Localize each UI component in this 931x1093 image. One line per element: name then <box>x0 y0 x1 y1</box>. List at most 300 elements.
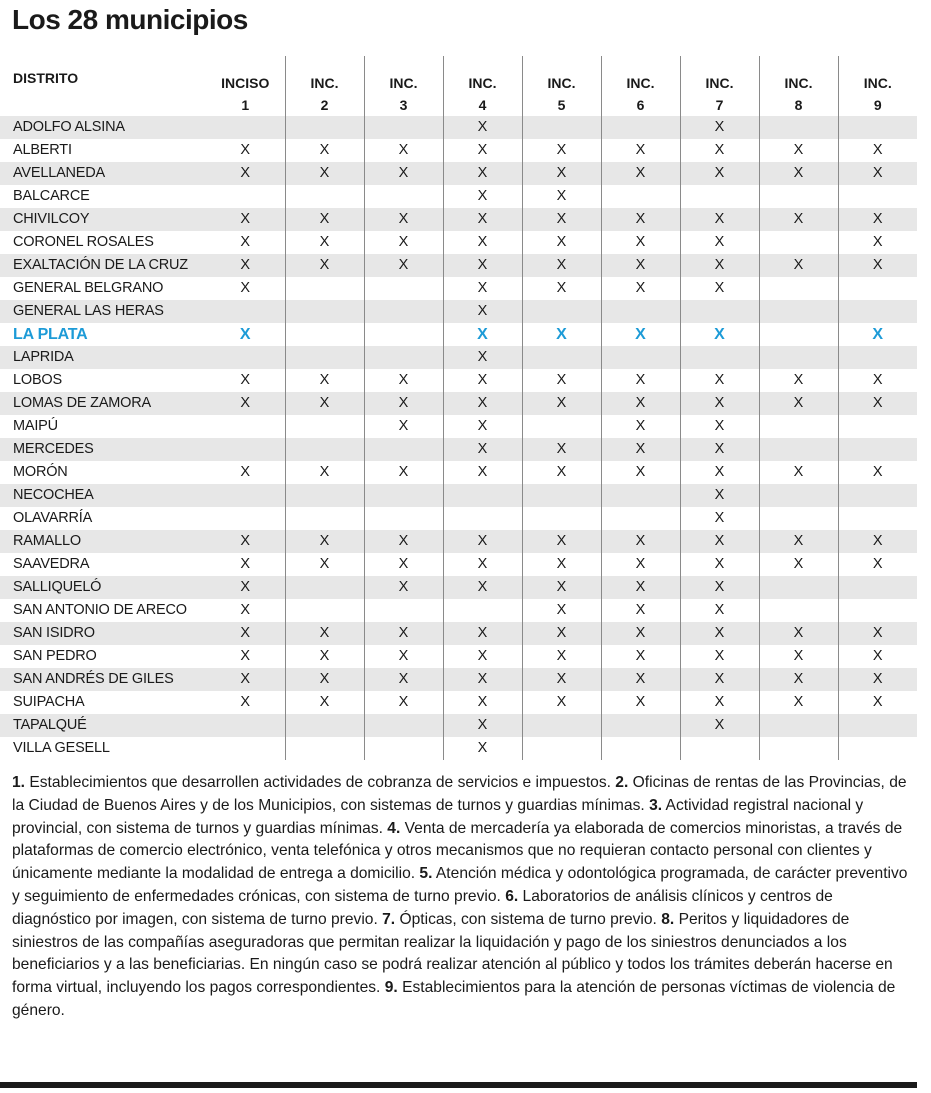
inciso-cell: X <box>838 392 917 415</box>
inciso-cell <box>522 484 601 507</box>
table-row <box>0 369 917 392</box>
inciso-cell: X <box>364 530 443 553</box>
inciso-cell <box>838 116 917 139</box>
inciso-cell <box>364 484 443 507</box>
inciso-cell: X <box>206 530 285 553</box>
municipios-table <box>0 56 917 760</box>
inciso-cell: X <box>240 234 251 250</box>
inciso-cell <box>759 599 838 622</box>
table-row <box>0 139 917 162</box>
inciso-cell <box>759 415 838 438</box>
inciso-cell: X <box>206 622 285 645</box>
inciso-column-header <box>680 56 759 116</box>
inciso-cell: X <box>364 231 443 254</box>
inciso-cell: X <box>680 277 759 300</box>
footnote-number: 6. <box>505 887 519 905</box>
inciso-header-label: INC. <box>705 75 734 91</box>
inciso-cell: X <box>838 645 917 668</box>
inciso-cell: X <box>522 668 601 691</box>
table-row <box>0 599 917 622</box>
inciso-cell: X <box>838 461 917 484</box>
inciso-cell <box>285 714 364 737</box>
inciso-cell <box>206 438 285 461</box>
inciso-cell: X <box>601 208 680 231</box>
inciso-cell <box>759 346 838 369</box>
table-row <box>0 714 917 737</box>
inciso-cell: X <box>443 116 522 139</box>
footnote-text: Oficinas de rentas de las Provincias, de la Ciudad de Buenos Aires y de los Municipios, con sistemas de turnos y guardias mínimas. <box>12 774 911 814</box>
inciso-cell <box>443 507 522 530</box>
inciso-cell: X <box>240 280 251 296</box>
inciso-cell: X <box>206 254 285 277</box>
inciso-cell: X <box>838 323 917 346</box>
inciso-cell: X <box>206 668 285 691</box>
district-name: LOMAS DE ZAMORA <box>0 392 206 415</box>
inciso-cell: X <box>522 461 601 484</box>
inciso-cell: X <box>285 645 364 668</box>
district-name: CORONEL ROSALES <box>13 234 154 250</box>
inciso-cell <box>285 737 364 760</box>
inciso-cell <box>759 231 838 254</box>
inciso-cell: X <box>759 645 838 668</box>
inciso-header-number: 3 <box>399 97 408 113</box>
inciso-cell: X <box>364 461 443 484</box>
inciso-cell: X <box>240 464 251 480</box>
table-row <box>0 392 917 415</box>
inciso-cell: X <box>680 714 759 737</box>
inciso-cell: X <box>759 461 838 484</box>
table-row <box>0 185 917 208</box>
inciso-cell: X <box>680 392 759 415</box>
inciso-cell <box>206 484 285 507</box>
inciso-column-header <box>285 56 364 116</box>
footnote-number: 1. <box>12 774 26 791</box>
inciso-cell <box>285 323 364 346</box>
inciso-header-number: 9 <box>873 97 882 113</box>
inciso-column-header <box>522 56 601 116</box>
inciso-cell <box>364 346 443 369</box>
district-name: EXALTACIÓN DE LA CRUZ <box>0 254 206 277</box>
inciso-header-label: INC. <box>310 75 339 91</box>
inciso-cell <box>838 277 917 300</box>
inciso-cell: X <box>240 142 251 158</box>
inciso-cell <box>285 599 364 622</box>
inciso-cell: X <box>680 507 759 530</box>
inciso-cell: X <box>680 645 759 668</box>
footnote-number: 7. <box>382 910 396 928</box>
inciso-cell: X <box>838 254 917 277</box>
inciso-cell: X <box>364 622 443 645</box>
inciso-cell <box>601 737 680 760</box>
district-name: ALBERTI <box>13 142 72 158</box>
table-row <box>0 116 917 139</box>
inciso-cell: X <box>285 369 364 392</box>
table-row <box>0 691 917 714</box>
inciso-header-label: INC. <box>784 75 813 91</box>
inciso-cell: X <box>838 622 917 645</box>
inciso-cell <box>206 737 285 760</box>
inciso-header-label: INC. <box>863 75 892 91</box>
footnote-number: 3. <box>649 796 663 814</box>
inciso-cell <box>285 277 364 300</box>
district-name: OLAVARRÍA <box>13 510 93 526</box>
inciso-cell <box>443 484 522 507</box>
inciso-cell <box>285 438 364 461</box>
table-row <box>0 208 917 231</box>
footnote-text: Laboratorios de análisis clínicos y centros de diagnóstico por imagen, con sistema de turno previo. <box>12 887 838 928</box>
district-name: GENERAL BELGRANO <box>13 280 164 296</box>
inciso-cell: X <box>601 599 680 622</box>
inciso-header-number: 2 <box>320 97 329 113</box>
district-name: MAIPÚ <box>13 418 58 434</box>
inciso-cell <box>522 507 601 530</box>
inciso-cell <box>838 415 917 438</box>
footnote-text: Atención médica y odontológica programada, de carácter preventivo y seguimiento de enfermedades crónicas, con sistema de turno previo. <box>12 865 912 905</box>
inciso-cell <box>364 599 443 622</box>
table-row <box>0 162 917 185</box>
inciso-cell <box>285 576 364 599</box>
district-name: MORÓN <box>13 464 68 480</box>
inciso-header-number: 7 <box>715 97 724 113</box>
inciso-cell: X <box>443 415 522 438</box>
inciso-cell <box>601 714 680 737</box>
table-row <box>0 231 917 254</box>
district-name: NECOCHEA <box>0 484 206 507</box>
footnotes <box>12 772 912 1023</box>
inciso-cell <box>364 277 443 300</box>
inciso-cell: X <box>364 254 443 277</box>
table-row <box>0 461 917 484</box>
inciso-cell: X <box>364 392 443 415</box>
inciso-cell <box>206 346 285 369</box>
inciso-cell: X <box>364 668 443 691</box>
inciso-cell: X <box>443 576 522 599</box>
district-name: GENERAL LAS HERAS <box>0 300 206 323</box>
inciso-cell: X <box>601 438 680 461</box>
inciso-cell <box>364 714 443 737</box>
inciso-header-number: 6 <box>636 97 645 113</box>
inciso-cell: X <box>680 162 759 185</box>
inciso-cell: X <box>443 277 522 300</box>
table-header-row <box>0 56 917 116</box>
inciso-cell <box>759 484 838 507</box>
inciso-cell: X <box>364 553 443 576</box>
inciso-cell <box>838 438 917 461</box>
inciso-column-header <box>601 56 680 116</box>
inciso-cell: X <box>601 668 680 691</box>
inciso-cell <box>680 300 759 323</box>
table-row <box>0 622 917 645</box>
inciso-cell: X <box>443 185 522 208</box>
inciso-cell <box>522 714 601 737</box>
district-name: SUIPACHA <box>13 694 85 710</box>
inciso-cell <box>285 484 364 507</box>
inciso-cell <box>838 484 917 507</box>
table-row <box>0 737 917 760</box>
inciso-cell: X <box>838 668 917 691</box>
inciso-cell: X <box>522 576 601 599</box>
inciso-cell <box>759 714 838 737</box>
inciso-cell: X <box>601 254 680 277</box>
inciso-cell <box>285 415 364 438</box>
inciso-cell: X <box>838 530 917 553</box>
inciso-cell <box>206 300 285 323</box>
inciso-cell <box>522 116 601 139</box>
inciso-cell: X <box>285 208 364 231</box>
inciso-cell: X <box>601 415 680 438</box>
inciso-cell <box>759 116 838 139</box>
inciso-cell: X <box>522 438 601 461</box>
inciso-cell <box>206 714 285 737</box>
inciso-cell <box>285 116 364 139</box>
inciso-cell <box>838 737 917 760</box>
inciso-cell: X <box>838 208 917 231</box>
inciso-cell: X <box>680 622 759 645</box>
inciso-cell: X <box>759 162 838 185</box>
district-name: ADOLFO ALSINA <box>0 116 206 139</box>
inciso-cell: X <box>522 231 601 254</box>
inciso-column-header <box>759 56 838 116</box>
inciso-cell: X <box>601 622 680 645</box>
inciso-cell: X <box>240 372 251 388</box>
inciso-cell: X <box>364 576 443 599</box>
inciso-cell: X <box>680 461 759 484</box>
inciso-cell: X <box>443 645 522 668</box>
inciso-cell <box>285 346 364 369</box>
inciso-cell <box>680 737 759 760</box>
inciso-cell <box>206 185 285 208</box>
table-row <box>0 254 917 277</box>
district-name: SAN ANDRÉS DE GILES <box>0 668 206 691</box>
inciso-cell <box>759 185 838 208</box>
inciso-cell: X <box>680 484 759 507</box>
inciso-cell: X <box>601 576 680 599</box>
table-row <box>0 668 917 691</box>
inciso-cell <box>759 438 838 461</box>
inciso-cell: X <box>443 737 522 760</box>
inciso-cell <box>206 415 285 438</box>
inciso-cell: X <box>680 116 759 139</box>
inciso-cell: X <box>680 323 759 346</box>
inciso-cell: X <box>522 277 601 300</box>
inciso-column-header <box>206 56 285 116</box>
footnote-text: Establecimientos para la atención de personas víctimas de violencia de género. <box>12 979 900 1019</box>
footnote-text: Establecimientos que desarrollen actividades de cobranza de servicios e impuestos. <box>25 774 616 791</box>
inciso-cell: X <box>759 254 838 277</box>
inciso-cell: X <box>443 346 522 369</box>
inciso-cell: X <box>443 208 522 231</box>
table-row <box>0 484 917 507</box>
inciso-cell: X <box>601 277 680 300</box>
inciso-cell <box>838 185 917 208</box>
inciso-cell: X <box>522 139 601 162</box>
inciso-cell: X <box>759 208 838 231</box>
inciso-header-number: 5 <box>557 97 566 113</box>
inciso-cell: X <box>522 392 601 415</box>
inciso-cell: X <box>522 691 601 714</box>
inciso-cell: X <box>240 694 251 710</box>
inciso-cell <box>601 185 680 208</box>
inciso-cell <box>759 323 838 346</box>
inciso-cell <box>838 300 917 323</box>
footnote-number: 8. <box>661 910 675 928</box>
inciso-cell: X <box>522 254 601 277</box>
inciso-cell <box>601 484 680 507</box>
inciso-header-label: INC. <box>547 75 576 91</box>
inciso-cell <box>522 346 601 369</box>
table-row <box>0 507 917 530</box>
inciso-cell: X <box>680 139 759 162</box>
inciso-column-header <box>364 56 443 116</box>
inciso-header-label: INC. <box>626 75 655 91</box>
inciso-cell <box>680 346 759 369</box>
footnote-text: Ópticas, con sistema de turno previo. <box>395 910 662 928</box>
inciso-cell: X <box>838 691 917 714</box>
footer-rule <box>0 1082 917 1088</box>
inciso-cell: X <box>285 392 364 415</box>
page-title: Los 28 municipios <box>12 4 248 35</box>
inciso-cell: X <box>443 369 522 392</box>
inciso-cell: X <box>838 553 917 576</box>
inciso-cell: X <box>443 231 522 254</box>
inciso-cell <box>364 185 443 208</box>
district-name: RAMALLO <box>0 530 206 553</box>
inciso-cell <box>838 346 917 369</box>
inciso-cell <box>759 576 838 599</box>
inciso-cell: X <box>759 530 838 553</box>
inciso-cell: X <box>680 369 759 392</box>
inciso-cell: X <box>522 645 601 668</box>
inciso-cell: X <box>239 326 251 343</box>
district-name: SAN PEDRO <box>13 648 97 664</box>
table-row <box>0 530 917 553</box>
inciso-cell <box>285 507 364 530</box>
inciso-cell <box>759 507 838 530</box>
inciso-cell <box>522 737 601 760</box>
inciso-cell <box>522 415 601 438</box>
inciso-cell: X <box>838 369 917 392</box>
inciso-cell: X <box>443 553 522 576</box>
inciso-cell: X <box>443 691 522 714</box>
inciso-cell: X <box>443 392 522 415</box>
inciso-cell <box>364 737 443 760</box>
footnote-text: Actividad registral nacional y provincial, con sistema de turnos y guardias mínimas. <box>12 796 868 837</box>
table-row <box>0 346 917 369</box>
inciso-cell: X <box>364 162 443 185</box>
table-row <box>0 576 917 599</box>
inciso-cell: X <box>285 461 364 484</box>
district-name: BALCARCE <box>13 188 90 204</box>
inciso-cell: X <box>240 602 251 618</box>
inciso-cell <box>838 714 917 737</box>
inciso-cell: X <box>206 208 285 231</box>
inciso-cell: X <box>443 300 522 323</box>
inciso-cell: X <box>285 139 364 162</box>
inciso-cell: X <box>285 668 364 691</box>
inciso-cell <box>601 346 680 369</box>
inciso-cell <box>601 116 680 139</box>
inciso-cell <box>601 300 680 323</box>
inciso-cell: X <box>601 162 680 185</box>
inciso-cell: X <box>680 599 759 622</box>
table-row <box>0 300 917 323</box>
inciso-cell: X <box>838 139 917 162</box>
inciso-cell <box>206 116 285 139</box>
inciso-cell: X <box>522 599 601 622</box>
inciso-cell <box>680 185 759 208</box>
district-name: LA PLATA <box>13 326 88 343</box>
inciso-cell: X <box>522 530 601 553</box>
inciso-cell: X <box>364 691 443 714</box>
inciso-cell <box>601 507 680 530</box>
inciso-cell: X <box>680 438 759 461</box>
inciso-cell <box>838 599 917 622</box>
inciso-cell: X <box>522 553 601 576</box>
district-name: TAPALQUÉ <box>0 714 206 737</box>
inciso-cell: X <box>522 622 601 645</box>
inciso-cell <box>285 185 364 208</box>
inciso-column-header <box>443 56 522 116</box>
table-row <box>0 553 917 576</box>
inciso-cell <box>364 116 443 139</box>
table-row <box>0 277 917 300</box>
inciso-cell <box>364 507 443 530</box>
inciso-cell: X <box>759 691 838 714</box>
inciso-cell: X <box>838 231 917 254</box>
inciso-cell <box>364 323 443 346</box>
inciso-header-label: INCISO <box>221 75 270 91</box>
inciso-cell: X <box>443 461 522 484</box>
table-row <box>0 645 917 668</box>
district-name: LAPRIDA <box>0 346 206 369</box>
inciso-cell: X <box>285 254 364 277</box>
inciso-cell: X <box>443 714 522 737</box>
inciso-cell: X <box>522 162 601 185</box>
inciso-cell: X <box>285 553 364 576</box>
inciso-cell: X <box>601 369 680 392</box>
inciso-cell: X <box>680 668 759 691</box>
district-name: MERCEDES <box>0 438 206 461</box>
inciso-cell <box>364 300 443 323</box>
inciso-cell: X <box>680 231 759 254</box>
inciso-cell: X <box>206 392 285 415</box>
inciso-cell: X <box>285 530 364 553</box>
inciso-column-header <box>838 56 917 116</box>
inciso-cell: X <box>601 323 680 346</box>
inciso-cell: X <box>680 691 759 714</box>
footnote-text: Venta de mercadería ya elaborada de comercios minoristas, a través de plataformas de comercio electrónico, venta telefónica y otros mecanismos que no requieran contacto personal con clientes y únicamente mediante la modalidad de entrega a domicilio. <box>12 819 907 883</box>
footnote-number: 2. <box>615 774 629 791</box>
inciso-cell: X <box>522 185 601 208</box>
inciso-cell: X <box>759 553 838 576</box>
inciso-cell: X <box>601 231 680 254</box>
inciso-cell: X <box>680 208 759 231</box>
district-name: SAN ISIDRO <box>0 622 206 645</box>
table-body <box>0 116 917 760</box>
inciso-cell: X <box>601 139 680 162</box>
inciso-cell: X <box>601 530 680 553</box>
inciso-cell: X <box>443 162 522 185</box>
inciso-cell: X <box>838 162 917 185</box>
inciso-cell: X <box>364 208 443 231</box>
inciso-cell: X <box>601 392 680 415</box>
inciso-cell: X <box>285 231 364 254</box>
inciso-cell <box>759 737 838 760</box>
district-name: CHIVILCOY <box>0 208 206 231</box>
inciso-cell <box>759 300 838 323</box>
inciso-cell: X <box>285 622 364 645</box>
inciso-cell: X <box>364 645 443 668</box>
